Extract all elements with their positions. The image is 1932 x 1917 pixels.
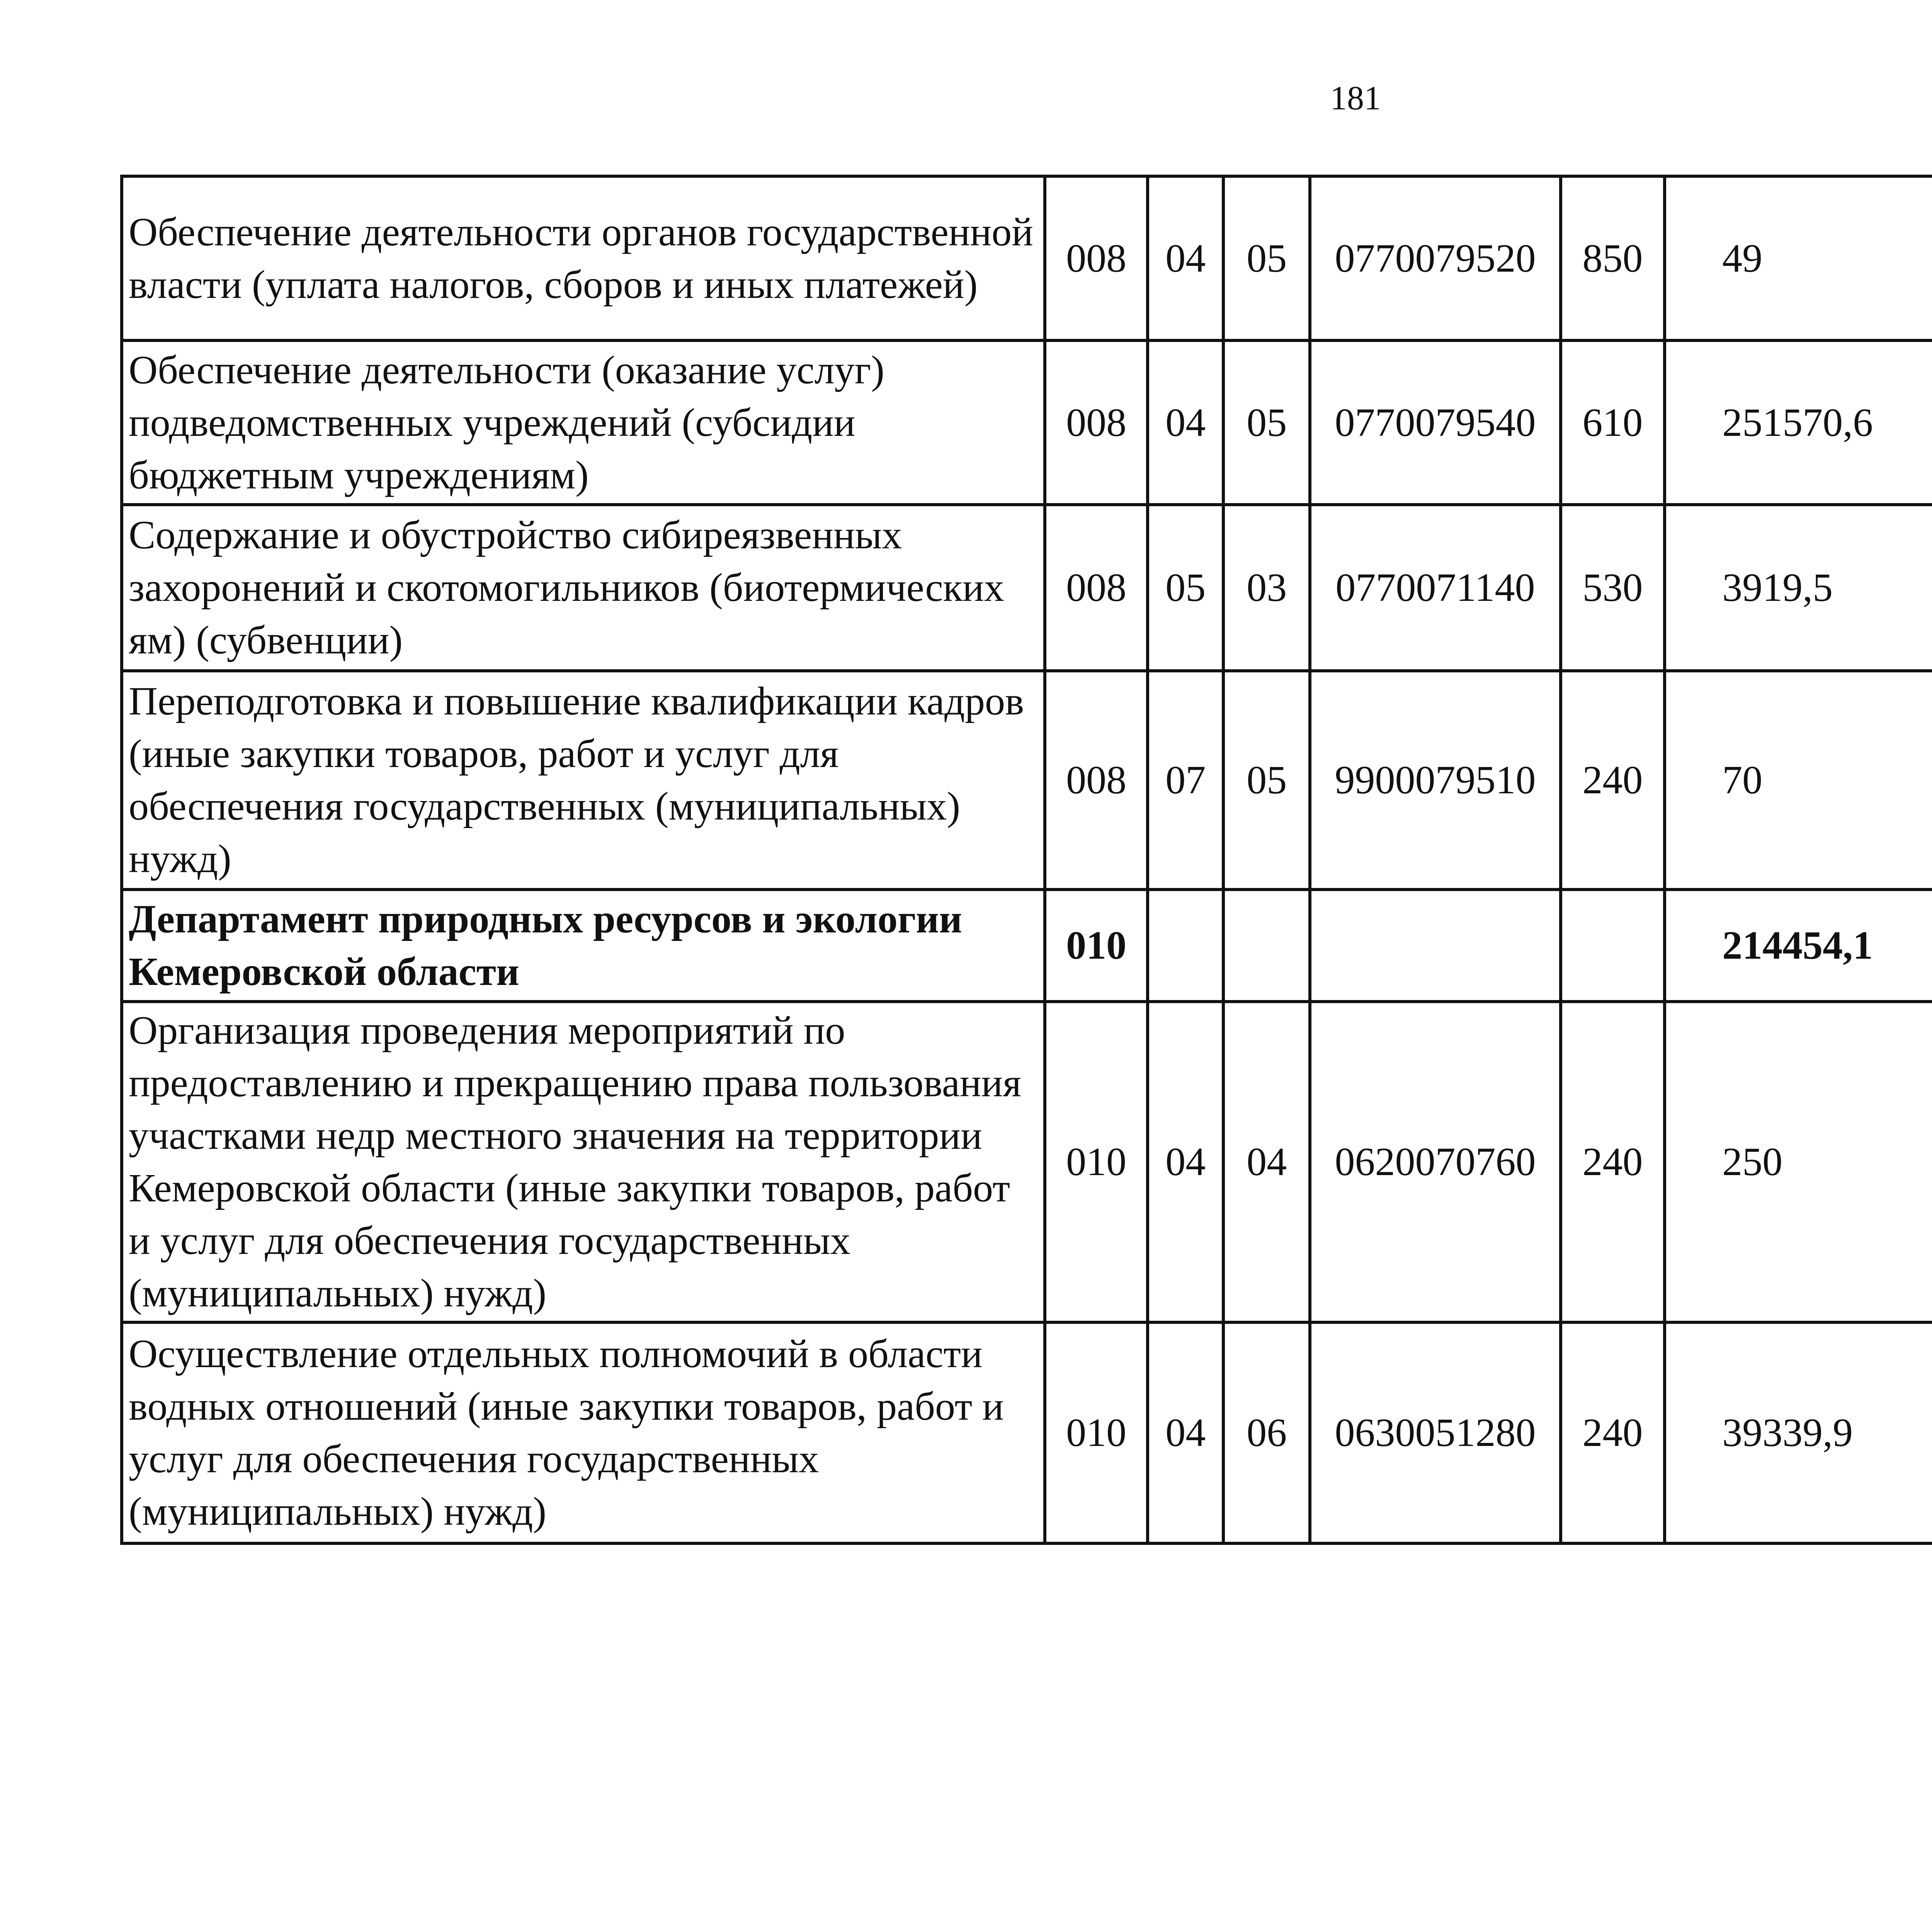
table-row — [122, 176, 1932, 340]
table-row — [122, 505, 1932, 671]
table-row — [122, 1322, 1932, 1543]
expense-type-cell — [1561, 890, 1665, 1002]
subsection-code-cell: 05 — [1223, 176, 1310, 340]
expense-type-cell: 240 — [1561, 1002, 1665, 1322]
table-row — [122, 671, 1932, 890]
ministry-code-cell: 008 — [1045, 176, 1148, 340]
subsection-code-cell: 06 — [1223, 1322, 1310, 1543]
table-row — [122, 1002, 1932, 1322]
target-article-cell: 0630051280 — [1310, 1322, 1560, 1543]
expense-type-cell: 240 — [1561, 1322, 1665, 1543]
amount-1-cell: 3919,5 — [1665, 505, 1932, 671]
description-cell: Обеспечение деятельности (оказание услуг) подведомственных учреждений (субсидии бюджетным учреждениям) — [122, 340, 1045, 505]
subsection-code-cell: 05 — [1223, 340, 1310, 505]
description-cell: Содержание и обустройство сибиреязвенных захоронений и скотомогильников (биотермических ям) (субвенции) — [122, 505, 1045, 671]
department-name-cell: Департамент природных ресурсов и экологии Кемеровской области — [122, 890, 1045, 1002]
target-article-cell: 0770079520 — [1310, 176, 1560, 340]
target-article-cell: 9900079510 — [1310, 671, 1560, 890]
amount-1-cell: 250 — [1665, 1002, 1932, 1322]
section-code-cell — [1148, 890, 1223, 1002]
page-number: 181 — [1330, 80, 1381, 117]
target-article-cell: 0620070760 — [1310, 1002, 1560, 1322]
section-code-cell: 05 — [1148, 505, 1223, 671]
amount-1-cell: 39339,9 — [1665, 1322, 1932, 1543]
department-total-row — [122, 890, 1932, 1002]
description-cell: Переподготовка и повышение квалификации кадров (иные закупки товаров, работ и услуг для обеспечения государственных (муниципальных) нужд) — [122, 671, 1045, 890]
section-code-cell: 04 — [1148, 340, 1223, 505]
budget-table — [120, 175, 1932, 1545]
subsection-code-cell: 03 — [1223, 505, 1310, 671]
ministry-code-cell: 010 — [1045, 890, 1148, 1002]
ministry-code-cell: 010 — [1045, 1322, 1148, 1543]
ministry-code-cell: 008 — [1045, 505, 1148, 671]
expense-type-cell: 240 — [1561, 671, 1665, 890]
target-article-cell — [1310, 890, 1560, 1002]
expense-type-cell: 530 — [1561, 505, 1665, 671]
description-cell: Обеспечение деятельности органов государственной власти (уплата налогов, сборов и иных платежей) — [122, 176, 1045, 340]
ministry-code-cell: 010 — [1045, 1002, 1148, 1322]
section-code-cell: 04 — [1148, 1322, 1223, 1543]
target-article-cell: 0770079540 — [1310, 340, 1560, 505]
section-code-cell: 04 — [1148, 1002, 1223, 1322]
section-code-cell: 07 — [1148, 671, 1223, 890]
expense-type-cell: 610 — [1561, 340, 1665, 505]
subsection-code-cell: 04 — [1223, 1002, 1310, 1322]
subsection-code-cell: 05 — [1223, 671, 1310, 890]
target-article-cell: 0770071140 — [1310, 505, 1560, 671]
description-cell: Осуществление отдельных полномочий в области водных отношений (иные закупки товаров, работ и услуг для обеспечения государственных (муниципальных) нужд) — [122, 1322, 1045, 1543]
amount-1-cell: 251570,6 — [1665, 340, 1932, 505]
expense-type-cell: 850 — [1561, 176, 1665, 340]
section-code-cell: 04 — [1148, 176, 1223, 340]
ministry-code-cell: 008 — [1045, 671, 1148, 890]
table-row — [122, 340, 1932, 505]
description-cell: Организация проведения мероприятий по предоставлению и прекращению права пользования участками недр местного значения на территории Кемеровской области (иные закупки товаров, работ и услуг для обеспечения государственных (муниципальных) нужд) — [122, 1002, 1045, 1322]
subsection-code-cell — [1223, 890, 1310, 1002]
amount-1-cell: 49 — [1665, 176, 1932, 340]
amount-1-cell: 70 — [1665, 671, 1932, 890]
ministry-code-cell: 008 — [1045, 340, 1148, 505]
amount-1-cell: 214454,1 — [1665, 890, 1932, 1002]
